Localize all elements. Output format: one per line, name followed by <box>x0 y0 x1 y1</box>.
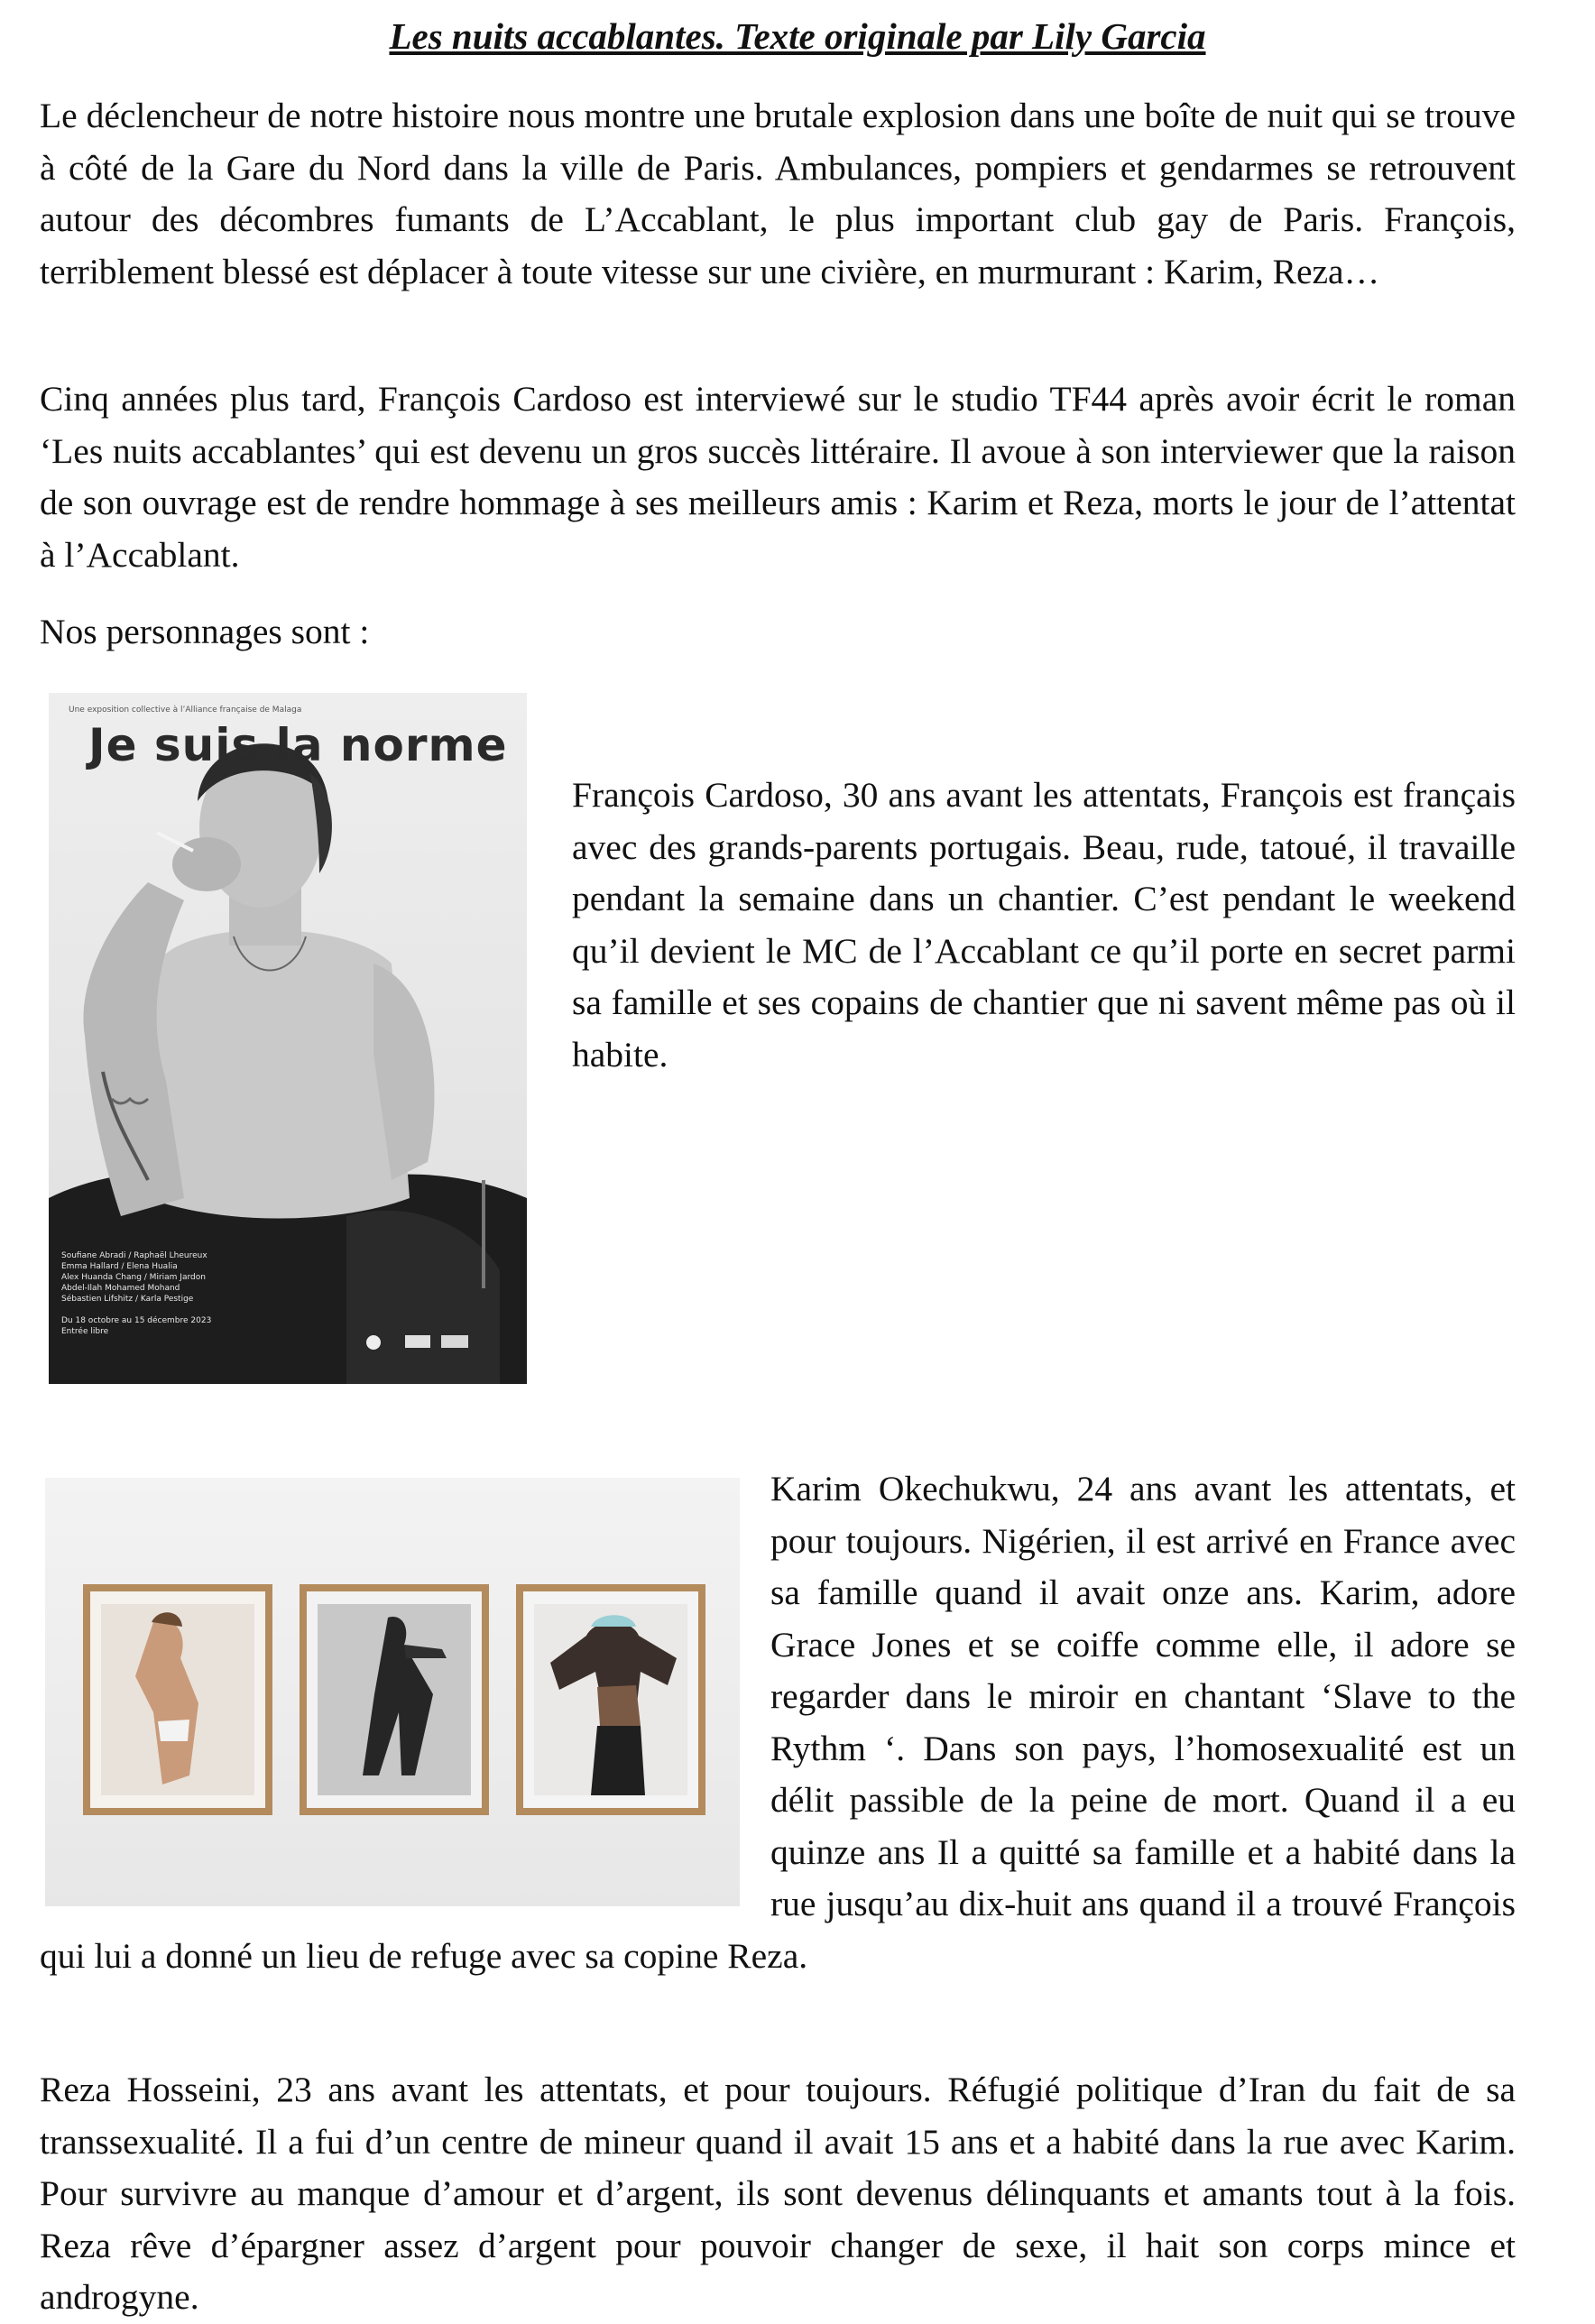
image-wrap-spacer <box>40 1463 770 1904</box>
karim-paragraph: Karim Okechukwu, 24 ans avant les attentats, et pour toujours. Nigérien, il est arrivé en France avec sa famille quand il avait onze ans. Karim, adore Grace Jones et se coiffe comme elle, il adore se regarder dans le miroir en chantant ‘Slave to the Rythm ‘. Dans son pays, l’homosexualité est un délit passible de la peine de mort. Quand il a eu quinze ans Il a quitté sa famille et a habité dans la rue jusqu’au dix-huit ans quand il a trouvé François qui lui a donné un lieu de refuge avec sa copine Reza. <box>40 1469 1516 1976</box>
reza-paragraph: Reza Hosseini, 23 ans avant les attentats, et pour toujours. Réfugié politique d’Iran du fait de sa transsexualité. Il a fui d’un centre de mineur quand il avait 15 ans et a habité dans la rue avec Karim. Pour survivre au manque d’amour et d’argent, ils sont devenus délinquants et amants tout à la fois. Reza rêve d’épargner assez d’argent pour pouvoir changer de sexe, il hait son corps mince et androgyne. <box>40 2070 1516 2317</box>
francois-paragraph: François Cardoso, 30 ans avant les attentats, François est français avec des grands-parents portugais. Beau, rude, tatoué, il travaille pendant la semaine dans un chantier. C’est pendant le weekend qu’il devient le MC de l’Accablant ce qu’il porte en secret parmi sa famille et ses copains de chantier que ni savent même pas où il habite. <box>572 775 1516 1074</box>
poster-credits: Soufiane Abradi / Raphaël Lheureux Emma Hallard / Elena Hualia Alex Huanda Chang / Miriam Jardon Abdel-Ilah Mohamed Mohand Sébastien Lifshitz / Karla Pestige Du 18 octobre au 15 décembre 2023 Entrée libre <box>61 1251 212 1336</box>
document-title: Les nuits accablantes. Texte originale par Lily Garcia <box>389 15 1206 57</box>
five-years-paragraph: Cinq années plus tard, François Cardoso est interviewé sur le studio TF44 après avoir écrit le roman ‘Les nuits accablantes’ qui est devenu un gros succès littéraire. Il avoue à son interviewer que la raison de son ouvrage est de rendre hommage à ses meilleurs amis : Karim et Reza, morts le jour de l’attentat à l’Accablant. <box>40 379 1516 575</box>
poster-image-je-suis-la-norme <box>49 693 527 1384</box>
poster-top-line: Une exposition collective à l’Alliance française de Malaga <box>69 706 302 715</box>
poster-headline: Je suis la norme <box>88 719 508 771</box>
intro-paragraph: Le déclencheur de notre histoire nous montre une brutale explosion dans une boîte de nuit qui se trouve à côté de la Gare du Nord dans la ville de Paris. Ambulances, pompiers et gendarmes se retrouvent autour des décombres fumants de L’Accablant, le plus important club gay de Paris. François, terriblement blessé est déplacer à toute vitesse sur une civière, en murmurant : Karim, Reza… <box>40 96 1516 291</box>
karim-paragraph-block <box>40 1463 1516 1982</box>
characters-intro: Nos personnages sont : <box>40 612 370 651</box>
